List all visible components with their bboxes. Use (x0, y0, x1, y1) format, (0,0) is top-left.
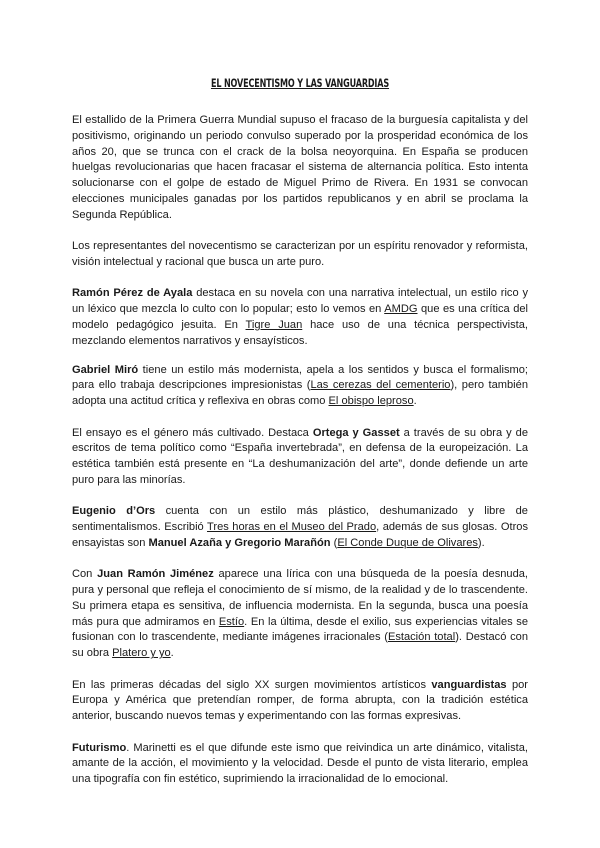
author-name: Juan Ramón Jiménez (97, 568, 214, 581)
work-title: Estío (218, 615, 245, 628)
work-title: Tres horas en el Museo del Prado (207, 521, 377, 534)
work-title: Las cerezas del cementerio (310, 379, 451, 392)
author-name: Eugenio d’Ors (72, 505, 156, 518)
author-name: Manuel Azaña y Gregorio Marañón (148, 536, 331, 549)
work-title: Estación total (387, 631, 456, 644)
keyword: vanguardistas (431, 678, 507, 691)
paragraph-gabriel-miro: Gabriel Miró tiene un estilo más modernista, apela a los sentidos y busca el formalismo; para ello trabaja descripciones impresionistas (Las cerezas del cementerio), pero también adopta una actitud crítica y reflexiva en obras como El obispo leproso. (72, 363, 528, 408)
paragraph-vanguardias: En las primeras décadas del siglo XX surgen movimientos artísticos vanguardistas por Europa y América que pretendían romper, de forma abrupta, con la tradición estética anterior, buscando nuevos temas y experimentando con las formas expresivas. (72, 678, 528, 723)
work-title: Platero y yo (112, 647, 171, 660)
author-name: Gabriel Miró (72, 363, 139, 376)
work-title: Tigre Juan (245, 318, 303, 331)
paragraph-context: El estallido de la Primera Guerra Mundial supuso el fracaso de la burguesía capitalista y del positivismo, originando un periodo convulso superado por la prosperidad económica de los años 20, que se trunca con el crack de la bolsa neoyorquina. En España se producen huelgas revolucionarias que hacen fracasar el sistema de alternancia política. Esto intenta solucionarse con el golpe de estado de Miguel Primo de Rivera. En 1931 se convocan elecciones municipales ganadas por los partidos republicanos y en abril se proclama la Segunda República. (72, 114, 528, 221)
paragraph-eugenio-dors: Eugenio d’Ors cuenta con un estilo más plástico, deshumanizado y libre de sentimentalismos. Escribió Tres horas en el Museo del Prado, además de sus glosas. Otros ensayistas son Manuel Azaña y Gregorio Marañón (El Conde Duque de Olivares). (72, 505, 528, 549)
document-body (72, 113, 528, 804)
paragraph-novecentismo: Los representantes del novecentismo se caracterizan por un espíritu renovador y reformista, visión intelectual y racional que busca un arte puro. (72, 240, 528, 268)
document-title: EL NOVECENTISMO Y LAS VANGUARDIAS (210, 76, 390, 90)
author-name: Ramón Pérez de Ayala (72, 287, 193, 300)
paragraph-futurismo: Futurismo. Marinetti es el que difunde este ismo que reivindica un arte dinámico, vitalista, amante de la acción, el movimiento y la velocidad. Desde el punto de vista literario, emplea una tipografía con fin estético, suprimiendo la irracionalidad de lo emocional. (72, 741, 528, 786)
paragraph-juan-ramon-jimenez: Con Juan Ramón Jiménez aparece una lírica con una búsqueda de la poesía desnuda, pura y personal que refleja el conocimiento de sí mismo, de la realidad y de lo trascendente. Su primera etapa es sensitiva, de influencia modernista. En la segunda, busca una poesía más pura que admiramos en Estío. En la última, desde el exilio, sus experiencias vitales se fusionan con lo trascendente, mediante imágenes irracionales (Estación total). Destacó con su obra Platero y yo. (72, 568, 529, 660)
paragraph-ensayo: El ensayo es el género más cultivado. Destaca Ortega y Gasset a través de su obra y de escritos de tema político como “España invertebrada”, en defensa de la europeización. La estética también está presente en “La deshumanización del arte”, donde defiende un arte puro para las minorías. (72, 426, 528, 486)
paragraph-perez-de-ayala: Ramón Pérez de Ayala destaca en su novela con una narrativa intelectual, un estilo rico y un léxico que mezcla lo culto con lo popular; esto lo vemos en AMDG que es una crítica del modelo pedagógico jesuita. En Tigre Juan hace uso de una técnica perspectivista, mezclando elementos narrativos y ensayísticos. (72, 287, 528, 347)
work-title: AMDG (384, 303, 418, 316)
work-title: El Conde Duque de Olivares (337, 536, 478, 549)
movement-name: Futurismo (72, 741, 127, 754)
author-name: Ortega y Gasset (312, 426, 400, 439)
work-title: El obispo leproso (328, 395, 414, 408)
